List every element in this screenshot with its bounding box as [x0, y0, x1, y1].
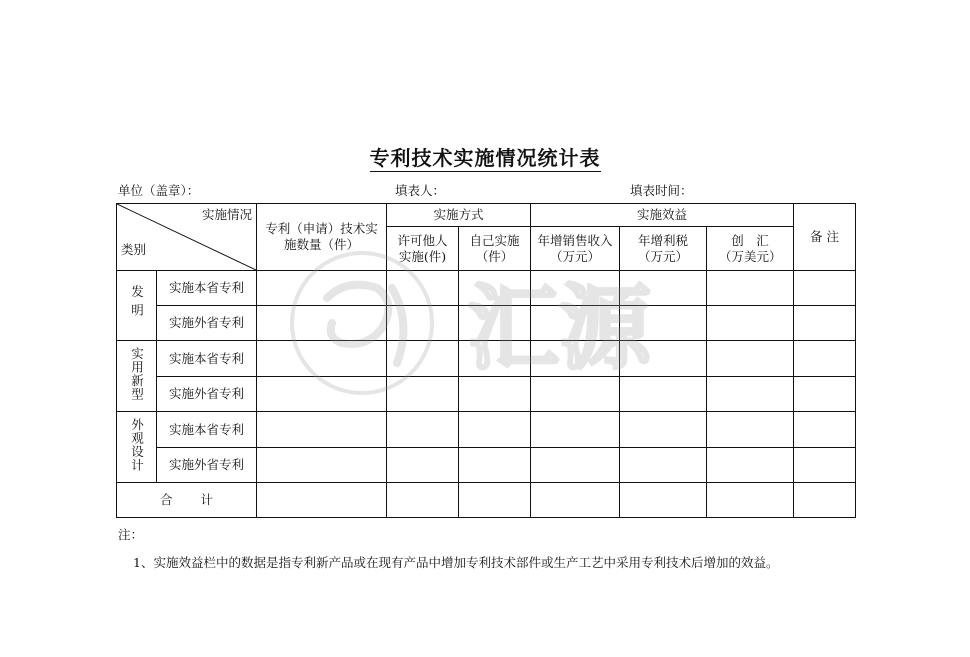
table-cell[interactable]	[707, 341, 794, 377]
table-cell[interactable]	[459, 271, 531, 306]
total-label: 合计	[117, 483, 257, 518]
table-cell[interactable]	[620, 341, 707, 377]
table-cell[interactable]	[794, 412, 856, 448]
table-cell[interactable]	[459, 306, 531, 341]
table-cell[interactable]	[620, 412, 707, 448]
table-cell[interactable]	[531, 483, 620, 518]
diagonal-header-cell	[117, 204, 257, 271]
table-cell[interactable]	[620, 483, 707, 518]
remark-header: 备 注	[794, 204, 856, 271]
watermark-text: 汇源	[467, 275, 652, 382]
row-label: 实施外省专利	[157, 377, 257, 412]
table-cell[interactable]	[257, 271, 387, 306]
patent-count-header: 专利（申请）技术实施数量（件）	[257, 204, 387, 271]
table-cell[interactable]	[387, 306, 459, 341]
row-label: 实施本省专利	[157, 271, 257, 306]
diag-bottom-label: 类别	[121, 242, 147, 257]
table-cell[interactable]	[257, 341, 387, 377]
table-cell[interactable]	[794, 377, 856, 412]
diag-top-label: 实施情况	[201, 207, 252, 222]
group-label: 实用新型	[117, 341, 157, 412]
table-cell[interactable]	[257, 448, 387, 483]
table-cell[interactable]	[257, 412, 387, 448]
table-cell[interactable]	[794, 448, 856, 483]
table-cell[interactable]	[707, 306, 794, 341]
annual-profit-header: 年增利税（万元）	[620, 227, 707, 271]
row-label: 实施本省专利	[157, 341, 257, 377]
table-cell[interactable]	[459, 341, 531, 377]
row-label: 实施外省专利	[157, 306, 257, 341]
annual-sales-header: 年增销售收入（万元）	[531, 227, 620, 271]
table-cell[interactable]	[531, 412, 620, 448]
table-cell[interactable]	[387, 341, 459, 377]
table-cell[interactable]	[387, 483, 459, 518]
table-cell[interactable]	[794, 483, 856, 518]
note-line-1: 1、实施效益栏中的数据是指专利新产品或在现有产品中增加专利技术部件或生产工艺中采用专利技术后增加的效益。	[133, 555, 779, 570]
method-header: 实施方式	[387, 204, 531, 227]
table-cell[interactable]	[620, 448, 707, 483]
table-cell[interactable]	[459, 377, 531, 412]
table-cell[interactable]	[257, 377, 387, 412]
row-label: 实施本省专利	[157, 412, 257, 448]
table-cell[interactable]	[459, 448, 531, 483]
table-cell[interactable]	[707, 412, 794, 448]
table-cell[interactable]	[620, 271, 707, 306]
self-impl-header: 自己实施（件）	[459, 227, 531, 271]
table-cell[interactable]	[531, 448, 620, 483]
row-label: 实施外省专利	[157, 448, 257, 483]
table-cell[interactable]	[531, 377, 620, 412]
table-cell[interactable]	[794, 306, 856, 341]
table-cell[interactable]	[387, 412, 459, 448]
table-cell[interactable]	[707, 448, 794, 483]
table-cell[interactable]	[794, 271, 856, 306]
table-cell[interactable]	[387, 448, 459, 483]
table-cell[interactable]	[707, 271, 794, 306]
table-cell[interactable]	[459, 483, 531, 518]
unit-label: 单位（盖章）：	[118, 183, 200, 198]
table-cell[interactable]	[707, 377, 794, 412]
table-cell[interactable]	[531, 271, 620, 306]
benefit-header: 实施效益	[531, 204, 794, 227]
table-cell[interactable]	[620, 377, 707, 412]
page-title: 专利技术实施情况统计表	[369, 146, 601, 170]
statistics-table	[116, 203, 856, 518]
table-cell[interactable]	[707, 483, 794, 518]
license-header: 许可他人实施(件)	[387, 227, 459, 271]
notes-label: 注：	[118, 527, 144, 542]
forex-header: 创 汇（万美元）	[707, 227, 794, 271]
table-cell[interactable]	[531, 341, 620, 377]
group-label: 外观设计	[117, 412, 157, 483]
table-cell[interactable]	[257, 306, 387, 341]
table-cell[interactable]	[531, 306, 620, 341]
table-cell[interactable]	[459, 412, 531, 448]
table-cell[interactable]	[387, 271, 459, 306]
filler-label: 填表人：	[395, 183, 446, 198]
group-label: 发明	[117, 271, 157, 341]
table-cell[interactable]	[620, 306, 707, 341]
fill-time-label: 填表时间：	[630, 183, 693, 198]
table-cell[interactable]	[794, 341, 856, 377]
table-cell[interactable]	[257, 483, 387, 518]
table-cell[interactable]	[387, 377, 459, 412]
